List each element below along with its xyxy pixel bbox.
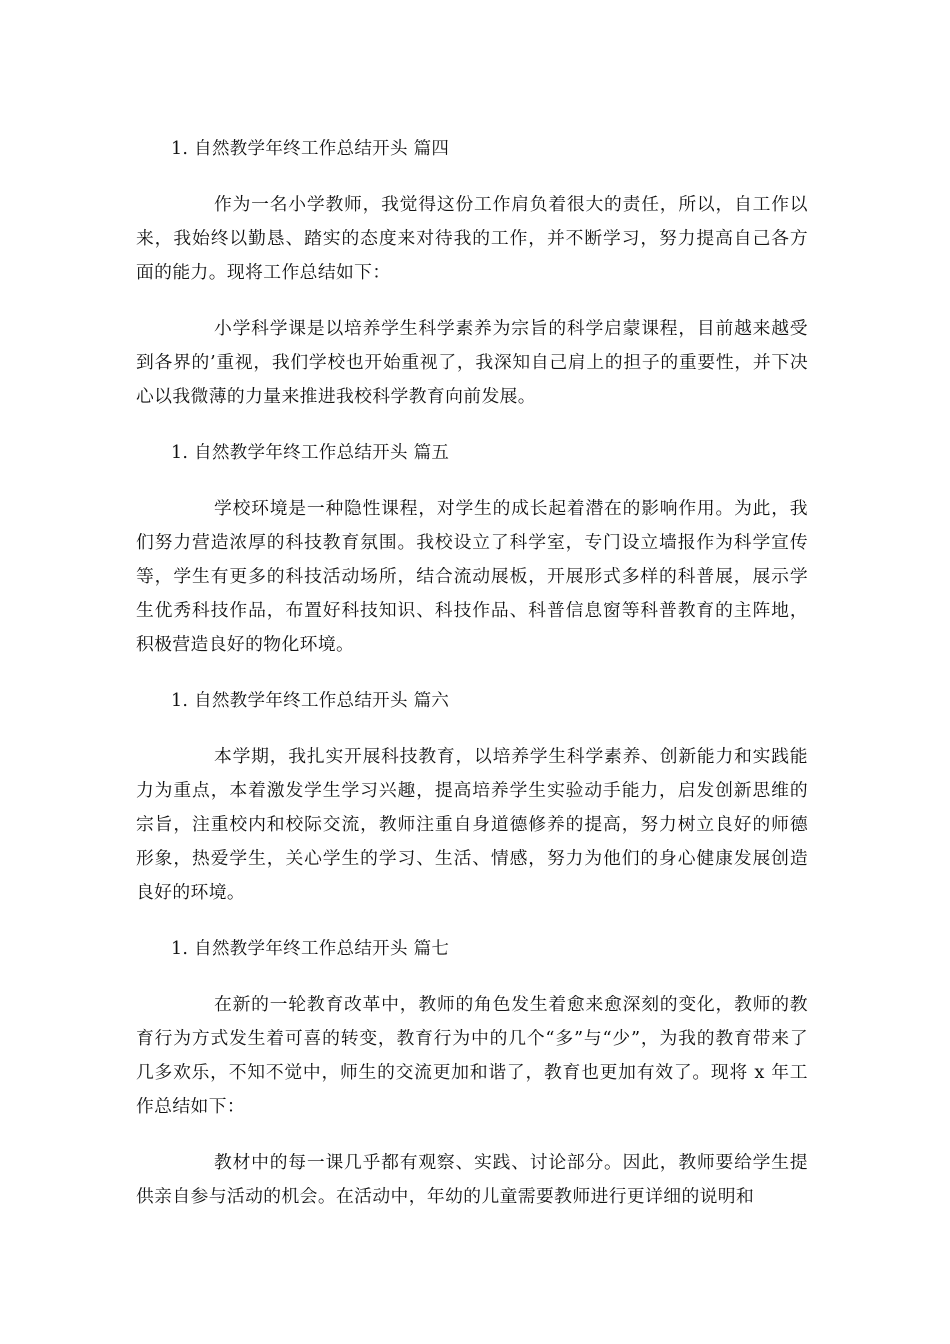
section-heading: 1. 自然教学年终工作总结开头 篇七 [171, 939, 450, 959]
paragraph: 在新的一轮教育改革中，教师的角色发生着愈来愈深刻的变化，教师的教育行为方式发生着可喜的转变，教育行为中的几个“多”与“少”，为我的教育带来了几多欢乐，不知不觉中，师生的交流更加和谐了，教育也更加有效了。现将 x 年工作总结如下： [136, 994, 808, 1117]
paragraph: 小学科学课是以培养学生科学素养为宗旨的科学启蒙课程，目前越来越受到各界的’重视，我们学校也开始重视了，我深知自己肩上的担子的重要性，并下决心以我微薄的力量来推进我校科学教育向前发展。 [136, 318, 808, 407]
paragraph: 作为一名小学教师，我觉得这份工作肩负着很大的责任，所以，自工作以来，我始终以勤恳、踏实的态度来对待我的工作，并不断学习，努力提高自己各方面的能力。现将工作总结如下： [136, 194, 808, 283]
section-heading: 1. 自然教学年终工作总结开头 篇四 [171, 139, 450, 159]
section-heading: 1. 自然教学年终工作总结开头 篇六 [171, 691, 450, 711]
paragraph: 本学期，我扎实开展科技教育，以培养学生科学素养、创新能力和实践能力为重点，本着激发学生学习兴趣，提高培养学生实验动手能力，启发创新思维的宗旨，注重校内和校际交流，教师注重自身道德修养的提高，努力树立良好的师德形象，热爱学生，关心学生的学习、生活、情感，努力为他们的身心健康发展创造良好的环境。 [136, 746, 808, 903]
document-page [136, 132, 808, 1236]
section-heading: 1. 自然教学年终工作总结开头 篇五 [171, 443, 450, 463]
paragraph: 学校环境是一种隐性课程，对学生的成长起着潜在的影响作用。为此，我们努力营造浓厚的科技教育氛围。我校设立了科学室，专门设立墙报作为科学宣传等，学生有更多的科技活动场所，结合流动展板，开展形式多样的科普展，展示学生优秀科技作品，布置好科技知识、科技作品、科普信息窗等科普教育的主阵地，积极营造良好的物化环境。 [136, 498, 808, 655]
paragraph: 教材中的每一课几乎都有观察、实践、讨论部分。因此，教师要给学生提供亲自参与活动的机会。在活动中，年幼的儿童需要教师进行更详细的说明和 [136, 1152, 808, 1207]
